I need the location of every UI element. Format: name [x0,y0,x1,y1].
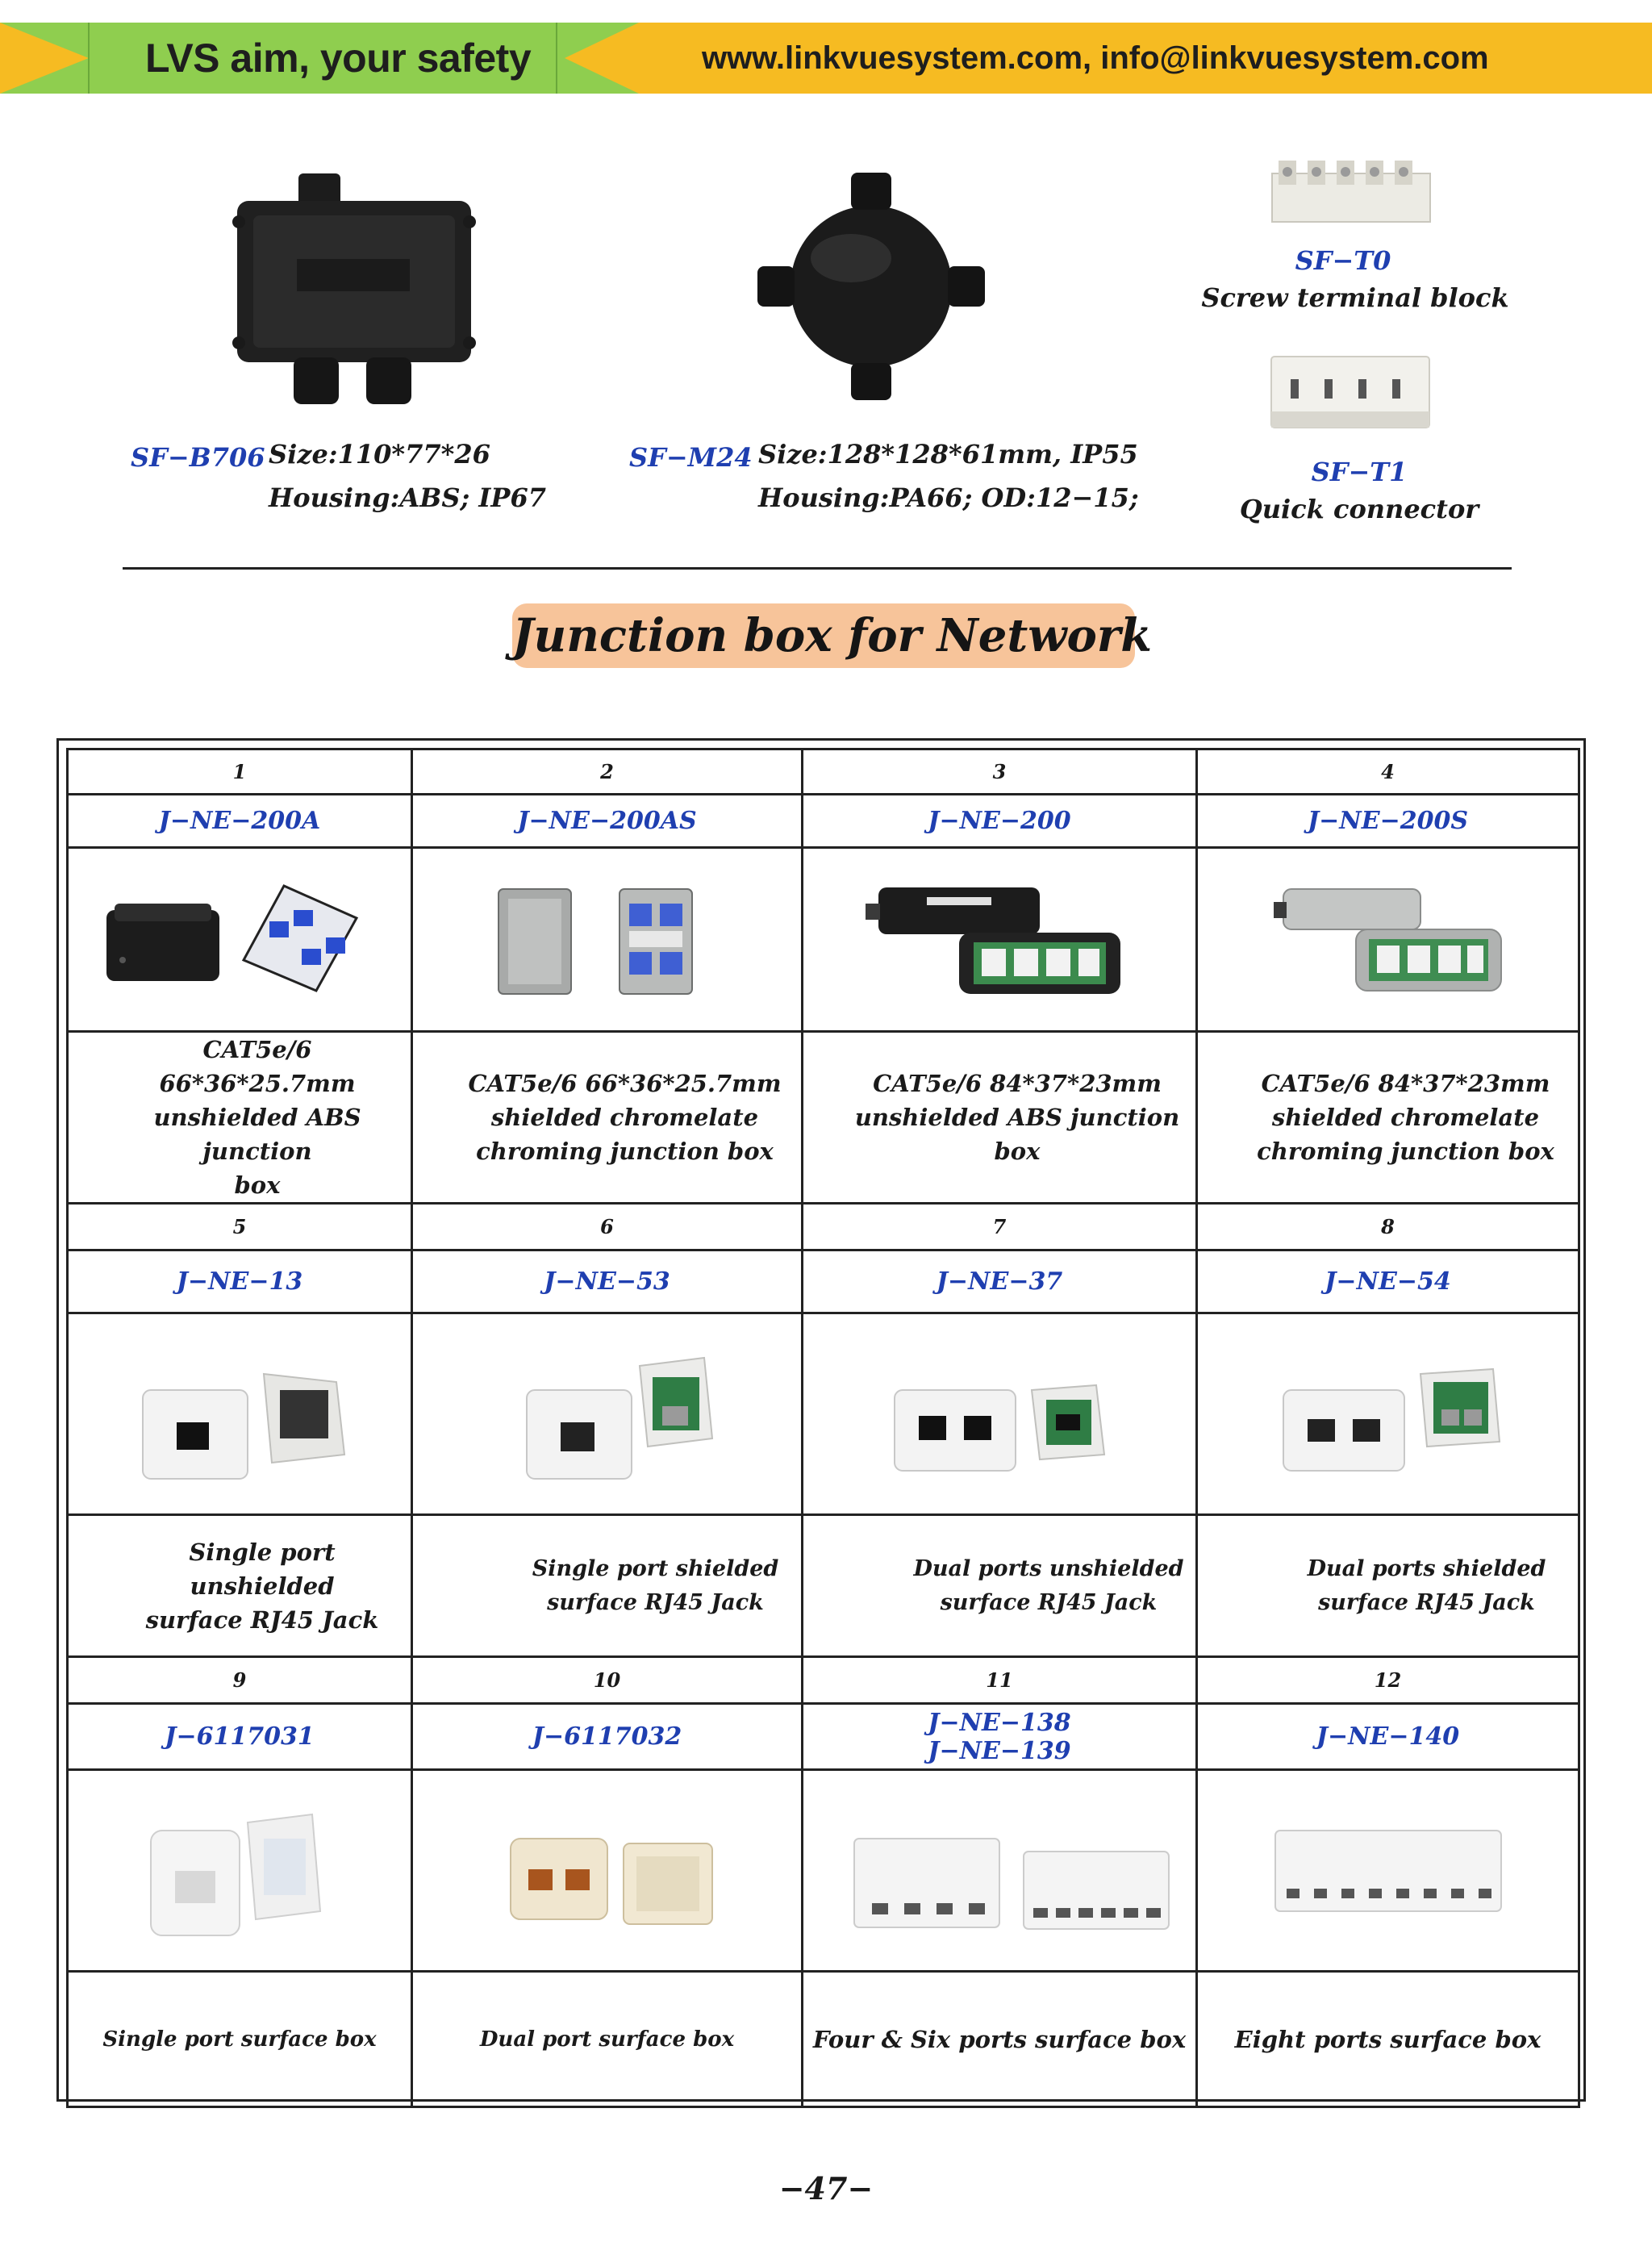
model-code: J−6117031 [68,1704,412,1770]
page-number: −47− [778,2170,874,2207]
product-image-cell [68,1770,412,1972]
item-number: 2 [412,749,803,795]
sf-m24-code: SF−M24 [629,442,753,473]
item-number: 10 [412,1657,803,1704]
product-image-cell [412,1313,803,1515]
j-ne-140-image [1251,1790,1525,1952]
section-title: Junction box for Network [512,603,1135,668]
item-number: 3 [803,749,1197,795]
model-code: J−NE−200 [803,795,1197,848]
sf-m24-image [754,169,988,403]
model-code: J−NE−200AS [412,795,803,848]
sf-t0-image [1270,157,1432,234]
item-number: 4 [1197,749,1579,795]
product-description: Single port shielded surface RJ45 Jack [412,1515,803,1657]
product-description: CAT5e/6 84*37*23mm unshielded ABS junction box [803,1032,1197,1204]
product-image-cell [68,848,412,1032]
item-number: 8 [1197,1204,1579,1250]
product-image-cell [412,848,803,1032]
item-number: 11 [803,1657,1197,1704]
sf-b706-size: Size:110*77*26 [269,439,490,470]
j-ne-54-image [1243,1342,1533,1487]
model-code: J−NE−138 [928,1708,1071,1737]
product-image-cell [412,1770,803,1972]
sf-t0-code: SF−T0 [1295,245,1391,276]
sf-b706-housing: Housing:ABS; IP67 [269,482,546,513]
model-code: J−NE−140 [1197,1704,1579,1770]
product-image-cell [1197,1770,1579,1972]
sf-t1-name: Quick connector [1239,494,1479,524]
j-ne-200as-image [458,871,757,1008]
product-description: Single port surface box [68,1972,412,2107]
j-ne-13-image [102,1342,377,1487]
j-ne-53-image [470,1342,745,1487]
item-number: 7 [803,1204,1197,1250]
section-divider [123,567,1512,570]
sf-t0-name: Screw terminal block [1201,282,1509,313]
model-code-pair [803,1704,1197,1770]
item-number: 9 [68,1657,412,1704]
slogan: LVS aim, your safety [145,35,532,81]
product-image-cell [1197,848,1579,1032]
j-ne-200-image [846,871,1153,1008]
product-description: Eight ports surface box [1197,1972,1579,2107]
sf-b706-code: SF−B706 [131,442,265,473]
product-image-cell [68,1313,412,1515]
model-code: J−NE−53 [412,1250,803,1313]
j-ne-200a-image [90,871,389,1008]
product-image-cell [803,848,1197,1032]
product-description: CAT5e/6 66*36*25.7mm unshielded ABS junction box [68,1032,412,1204]
model-code: J−NE−13 [68,1250,412,1313]
sf-b706-image [227,165,478,407]
product-image-cell [803,1770,1197,1972]
j-ne-200s-image [1235,871,1541,1008]
sf-m24-housing: Housing:PA66; OD:12−15; [758,482,1139,513]
product-description: Dual ports shielded surface RJ45 Jack [1197,1515,1579,1657]
product-description: Dual port surface box [412,1972,803,2107]
product-description: CAT5e/6 84*37*23mm shielded chromelate chroming junction box [1197,1032,1579,1204]
contact-info[interactable]: www.linkvuesystem.com, info@linkvuesystem.com [702,40,1489,76]
product-description: Single port unshielded surface RJ45 Jack [68,1515,412,1657]
model-code: J−NE−200S [1197,795,1579,848]
model-code: J−6117032 [412,1704,803,1770]
product-image-cell [803,1313,1197,1515]
model-code: J−NE−54 [1197,1250,1579,1313]
j-6117031-image [119,1790,361,1952]
item-number: 1 [68,749,412,795]
product-image-cell [1197,1313,1579,1515]
j-ne-138-139-image [822,1790,1177,1952]
sf-t1-image [1268,349,1433,433]
j-ne-37-image [854,1342,1145,1487]
item-number: 12 [1197,1657,1579,1704]
sf-m24-size: Size:128*128*61mm, IP55 [758,439,1138,470]
product-table [66,748,1580,2108]
model-code: J−NE−37 [803,1250,1197,1313]
j-6117032-image [478,1790,736,1952]
product-description: CAT5e/6 66*36*25.7mm shielded chromelate chroming junction box [412,1032,803,1204]
product-description: Dual ports unshielded surface RJ45 Jack [803,1515,1197,1657]
item-number: 6 [412,1204,803,1250]
item-number: 5 [68,1204,412,1250]
model-code: J−NE−200A [68,795,412,848]
sf-t1-code: SF−T1 [1311,457,1408,487]
header-banner [0,23,1652,94]
model-code: J−NE−139 [928,1736,1071,1765]
product-description: Four & Six ports surface box [803,1972,1197,2107]
